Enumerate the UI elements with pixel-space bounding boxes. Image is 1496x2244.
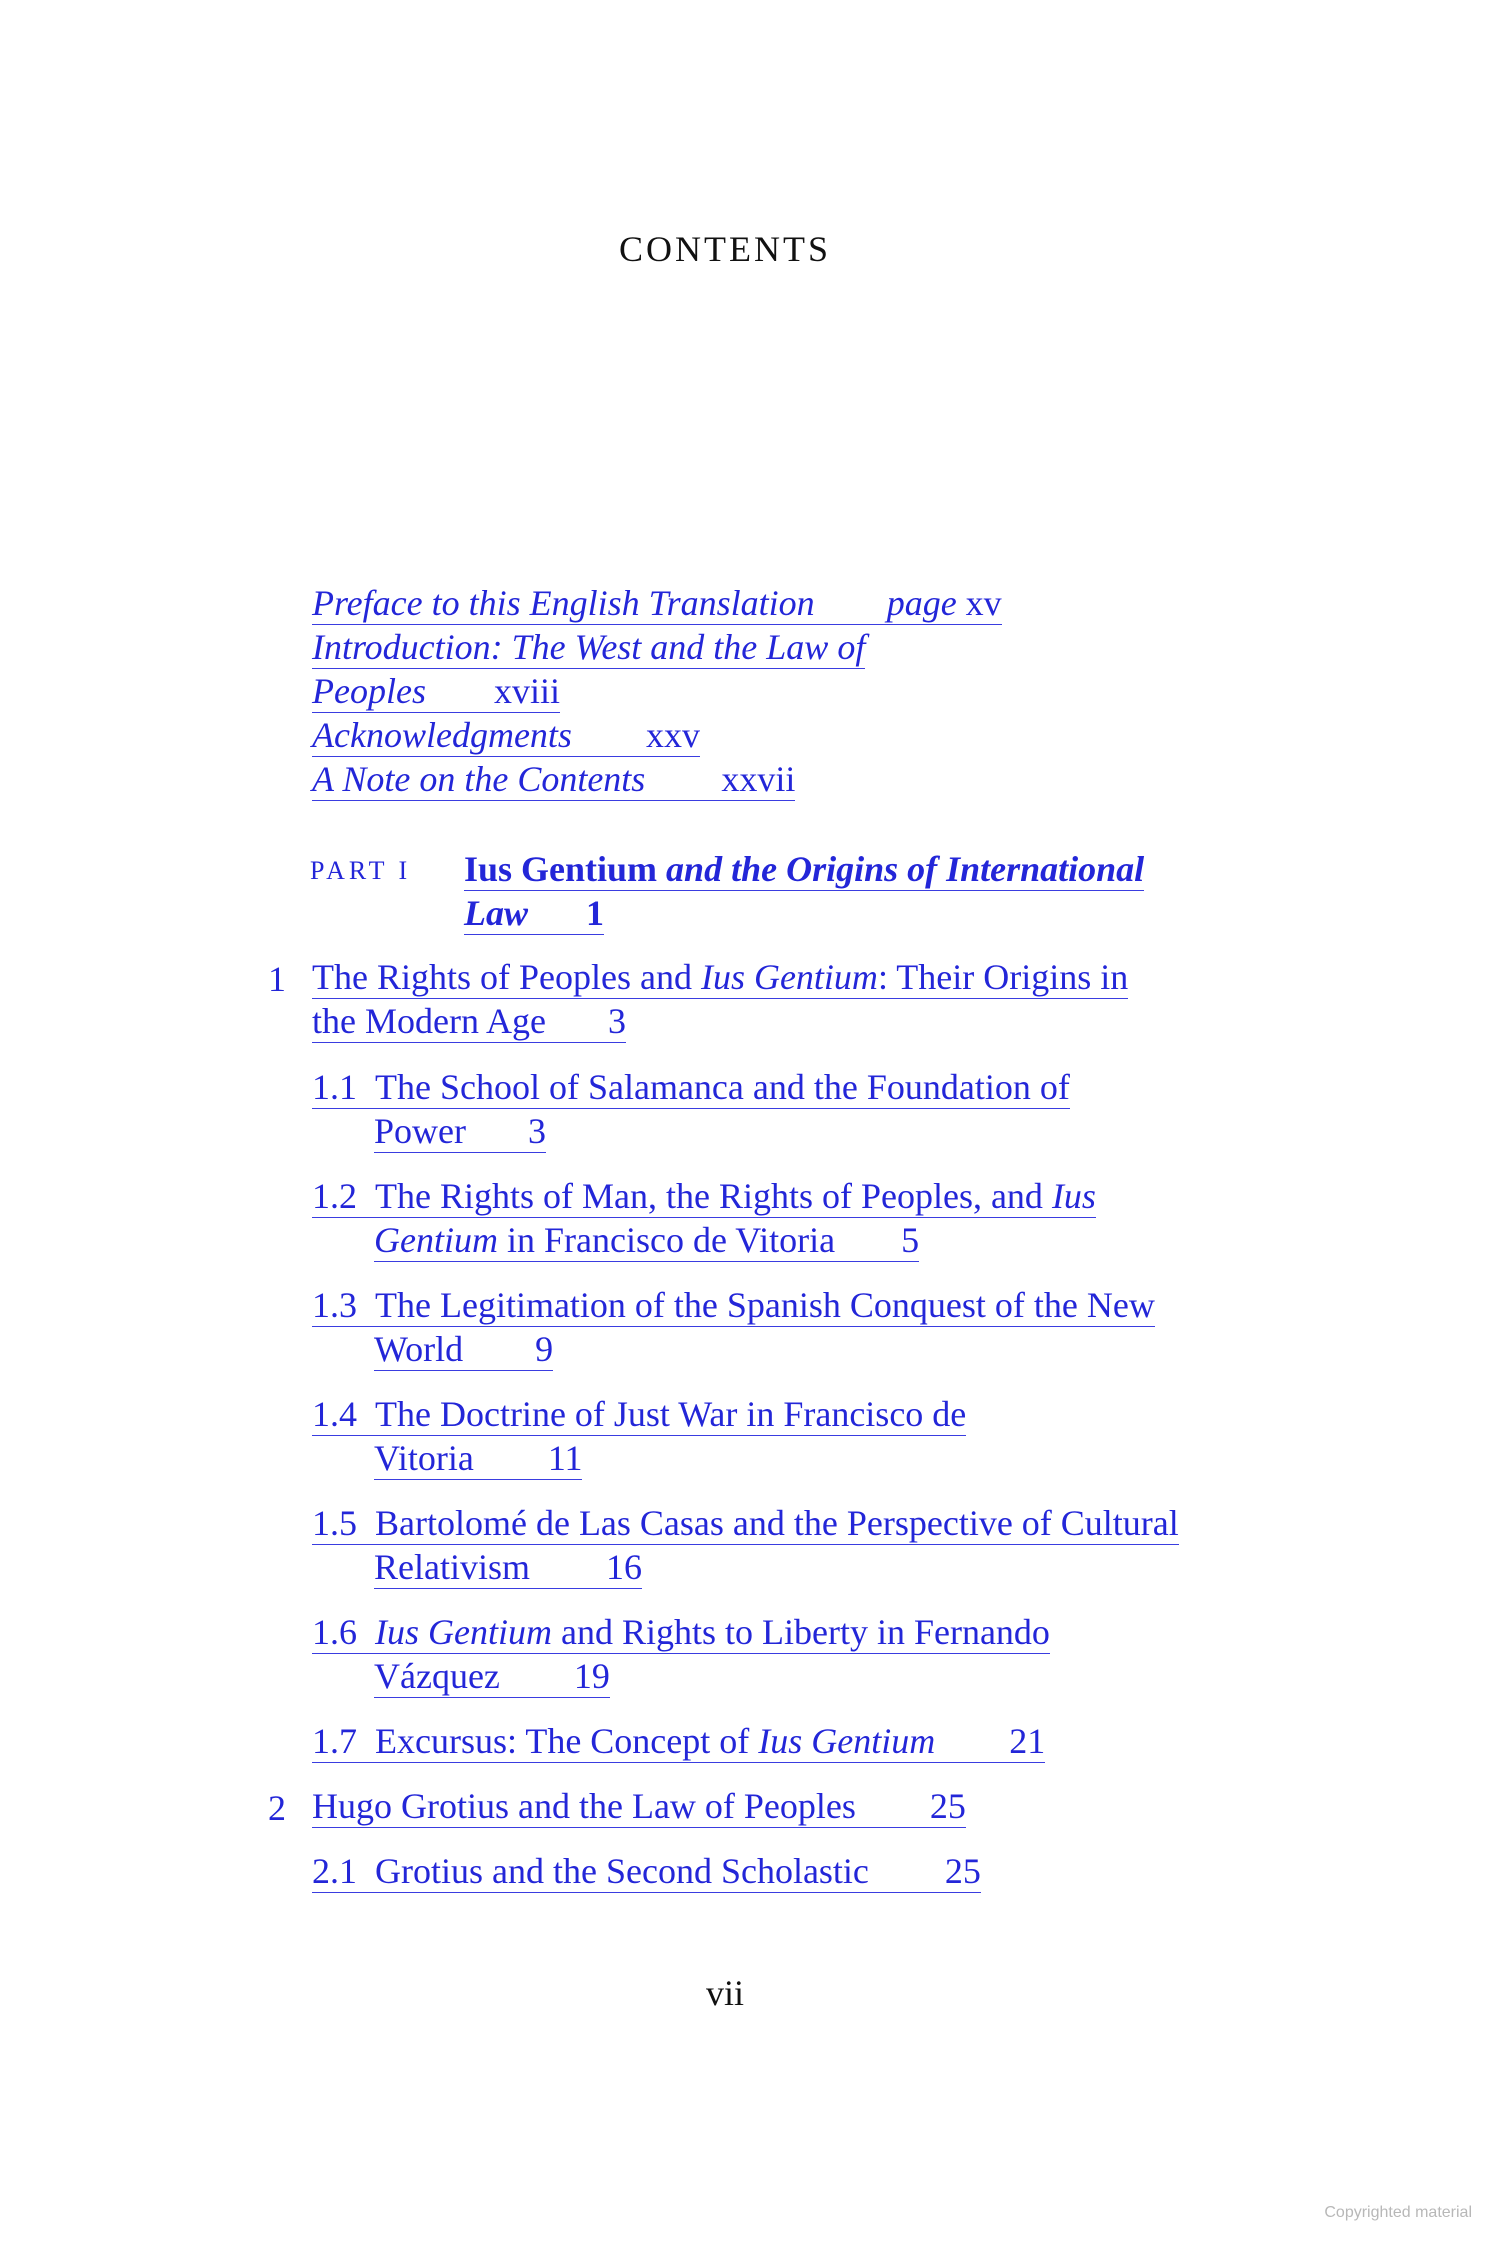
page-prefix: page (886, 583, 957, 623)
toc-entry-text: : Their Origins in (877, 957, 1129, 997)
chapter-number: 1 (268, 959, 286, 999)
toc-entry-introduction[interactable] (312, 626, 865, 668)
toc-entry-section-1-4[interactable] (312, 1393, 966, 1435)
section-number: 1.7 (312, 1721, 357, 1761)
toc-entry-section-1-2-cont[interactable] (374, 1219, 919, 1261)
section-number: 1.6 (312, 1612, 357, 1652)
toc-entry-section-2-1[interactable] (312, 1850, 981, 1892)
toc-entry-section-1-1-cont[interactable] (374, 1110, 546, 1152)
toc-entry-text: The Rights of Man, the Rights of Peoples, and (375, 1176, 1052, 1216)
section-number: 1.5 (312, 1503, 357, 1543)
part-label: PART I (310, 856, 412, 885)
toc-entry-text-italic: Ius Gentium (758, 1721, 936, 1761)
toc-entry-text: Grotius and the Second Scholastic (375, 1851, 869, 1891)
page-number: 9 (535, 1329, 554, 1369)
part-title-rest: and the Origins of International (657, 849, 1145, 889)
toc-entry-section-1-1[interactable] (312, 1066, 1070, 1108)
section-number: 1.4 (312, 1394, 357, 1434)
toc-entry-acknowledgments[interactable] (312, 714, 700, 756)
toc-entry-chapter-1[interactable] (312, 956, 1128, 998)
toc-entry-section-1-2[interactable] (312, 1175, 1096, 1217)
toc-entry-text: World (374, 1329, 464, 1369)
toc-entry-text: Excursus: The Concept of (375, 1721, 759, 1761)
toc-entry-text-italic: Ius Gentium (700, 957, 878, 997)
page-number: 21 (1009, 1721, 1046, 1761)
toc-entry-text: The Rights of Peoples and (312, 957, 701, 997)
page-number: xxvii (721, 759, 796, 799)
toc-entry-text: Relativism (374, 1547, 530, 1587)
toc-entry-text: Peoples (312, 671, 426, 711)
toc-entry-note[interactable] (312, 758, 795, 800)
toc-entry-text: Introduction: The West and the Law of (312, 627, 866, 667)
page-number: xv (965, 583, 1002, 623)
toc-entry-section-1-6[interactable] (312, 1611, 1050, 1653)
toc-entry-text: A Note on the Contents (312, 759, 646, 799)
toc-entry-section-1-3-cont[interactable] (374, 1328, 553, 1370)
toc-entry-preface[interactable] (312, 582, 1002, 624)
page-number: 19 (573, 1656, 610, 1696)
toc-entry-text: Hugo Grotius and the Law of Peoples (312, 1786, 856, 1826)
toc-entry-chapter-2[interactable] (312, 1785, 966, 1827)
copyright-watermark: Copyrighted material (1324, 2204, 1472, 2221)
page-title: CONTENTS (619, 229, 831, 269)
page-number: 16 (606, 1547, 642, 1587)
toc-entry-text: The Doctrine of Just War in Francisco de (375, 1394, 967, 1434)
toc-entry-section-1-5-cont[interactable] (374, 1546, 642, 1588)
page-number: 5 (901, 1220, 920, 1260)
toc-entry-text-italic: Gentium (374, 1220, 498, 1260)
toc-entry-text: Preface to this English Translation (312, 583, 815, 623)
toc-entry-section-1-3[interactable] (312, 1284, 1155, 1326)
page-number: 25 (929, 1786, 966, 1826)
page-number: 11 (547, 1438, 583, 1478)
toc-entry-text-italic: Ius Gentium (375, 1612, 552, 1652)
section-number: 1.2 (312, 1176, 357, 1216)
toc-entry-text: the Modern Age (312, 1001, 546, 1041)
page-folio: vii (705, 1973, 744, 2013)
section-number: 2.1 (312, 1851, 357, 1891)
page-number: xviii (493, 671, 560, 711)
toc-entry-text: The Legitimation of the Spanish Conquest of the New (375, 1285, 1155, 1325)
toc-entry-text: The School of Salamanca and the Foundation of (375, 1067, 1070, 1107)
toc-entry-section-1-5[interactable] (312, 1502, 1179, 1544)
part-title-main: Ius Gentium (464, 849, 658, 889)
toc-entry-text-italic: Ius (1051, 1176, 1096, 1216)
toc-entry-text: Power (374, 1111, 466, 1151)
toc-entry-text: Vázquez (374, 1656, 500, 1696)
toc-entry-text: and Rights to Liberty in Fernando (551, 1612, 1050, 1652)
toc-entry-part-1-cont[interactable] (464, 892, 604, 934)
page-number: xxv (645, 715, 700, 755)
toc-entry-section-1-4-cont[interactable] (374, 1437, 582, 1479)
toc-entry-text: Acknowledgments (312, 715, 572, 755)
section-number: 1.3 (312, 1285, 357, 1325)
toc-entry-introduction-cont[interactable] (312, 670, 560, 712)
page-number: 1 (586, 893, 605, 933)
page-number: 3 (607, 1001, 626, 1041)
part-title-end: Law (464, 893, 529, 933)
chapter-number: 2 (268, 1788, 286, 1828)
toc-entry-part-1[interactable] (464, 848, 1144, 890)
toc-entry-section-1-7[interactable] (312, 1720, 1045, 1762)
page-number: 25 (944, 1851, 981, 1891)
toc-entry-section-1-6-cont[interactable] (374, 1655, 610, 1697)
toc-entry-text: in Francisco de Vitoria (497, 1220, 836, 1260)
section-number: 1.1 (312, 1067, 357, 1107)
page-number: 3 (528, 1111, 546, 1151)
toc-entry-chapter-1-cont[interactable] (312, 1000, 626, 1042)
toc-entry-text: Vitoria (374, 1438, 474, 1478)
toc-entry-text: Bartolomé de Las Casas and the Perspective of Cultural (375, 1503, 1179, 1543)
